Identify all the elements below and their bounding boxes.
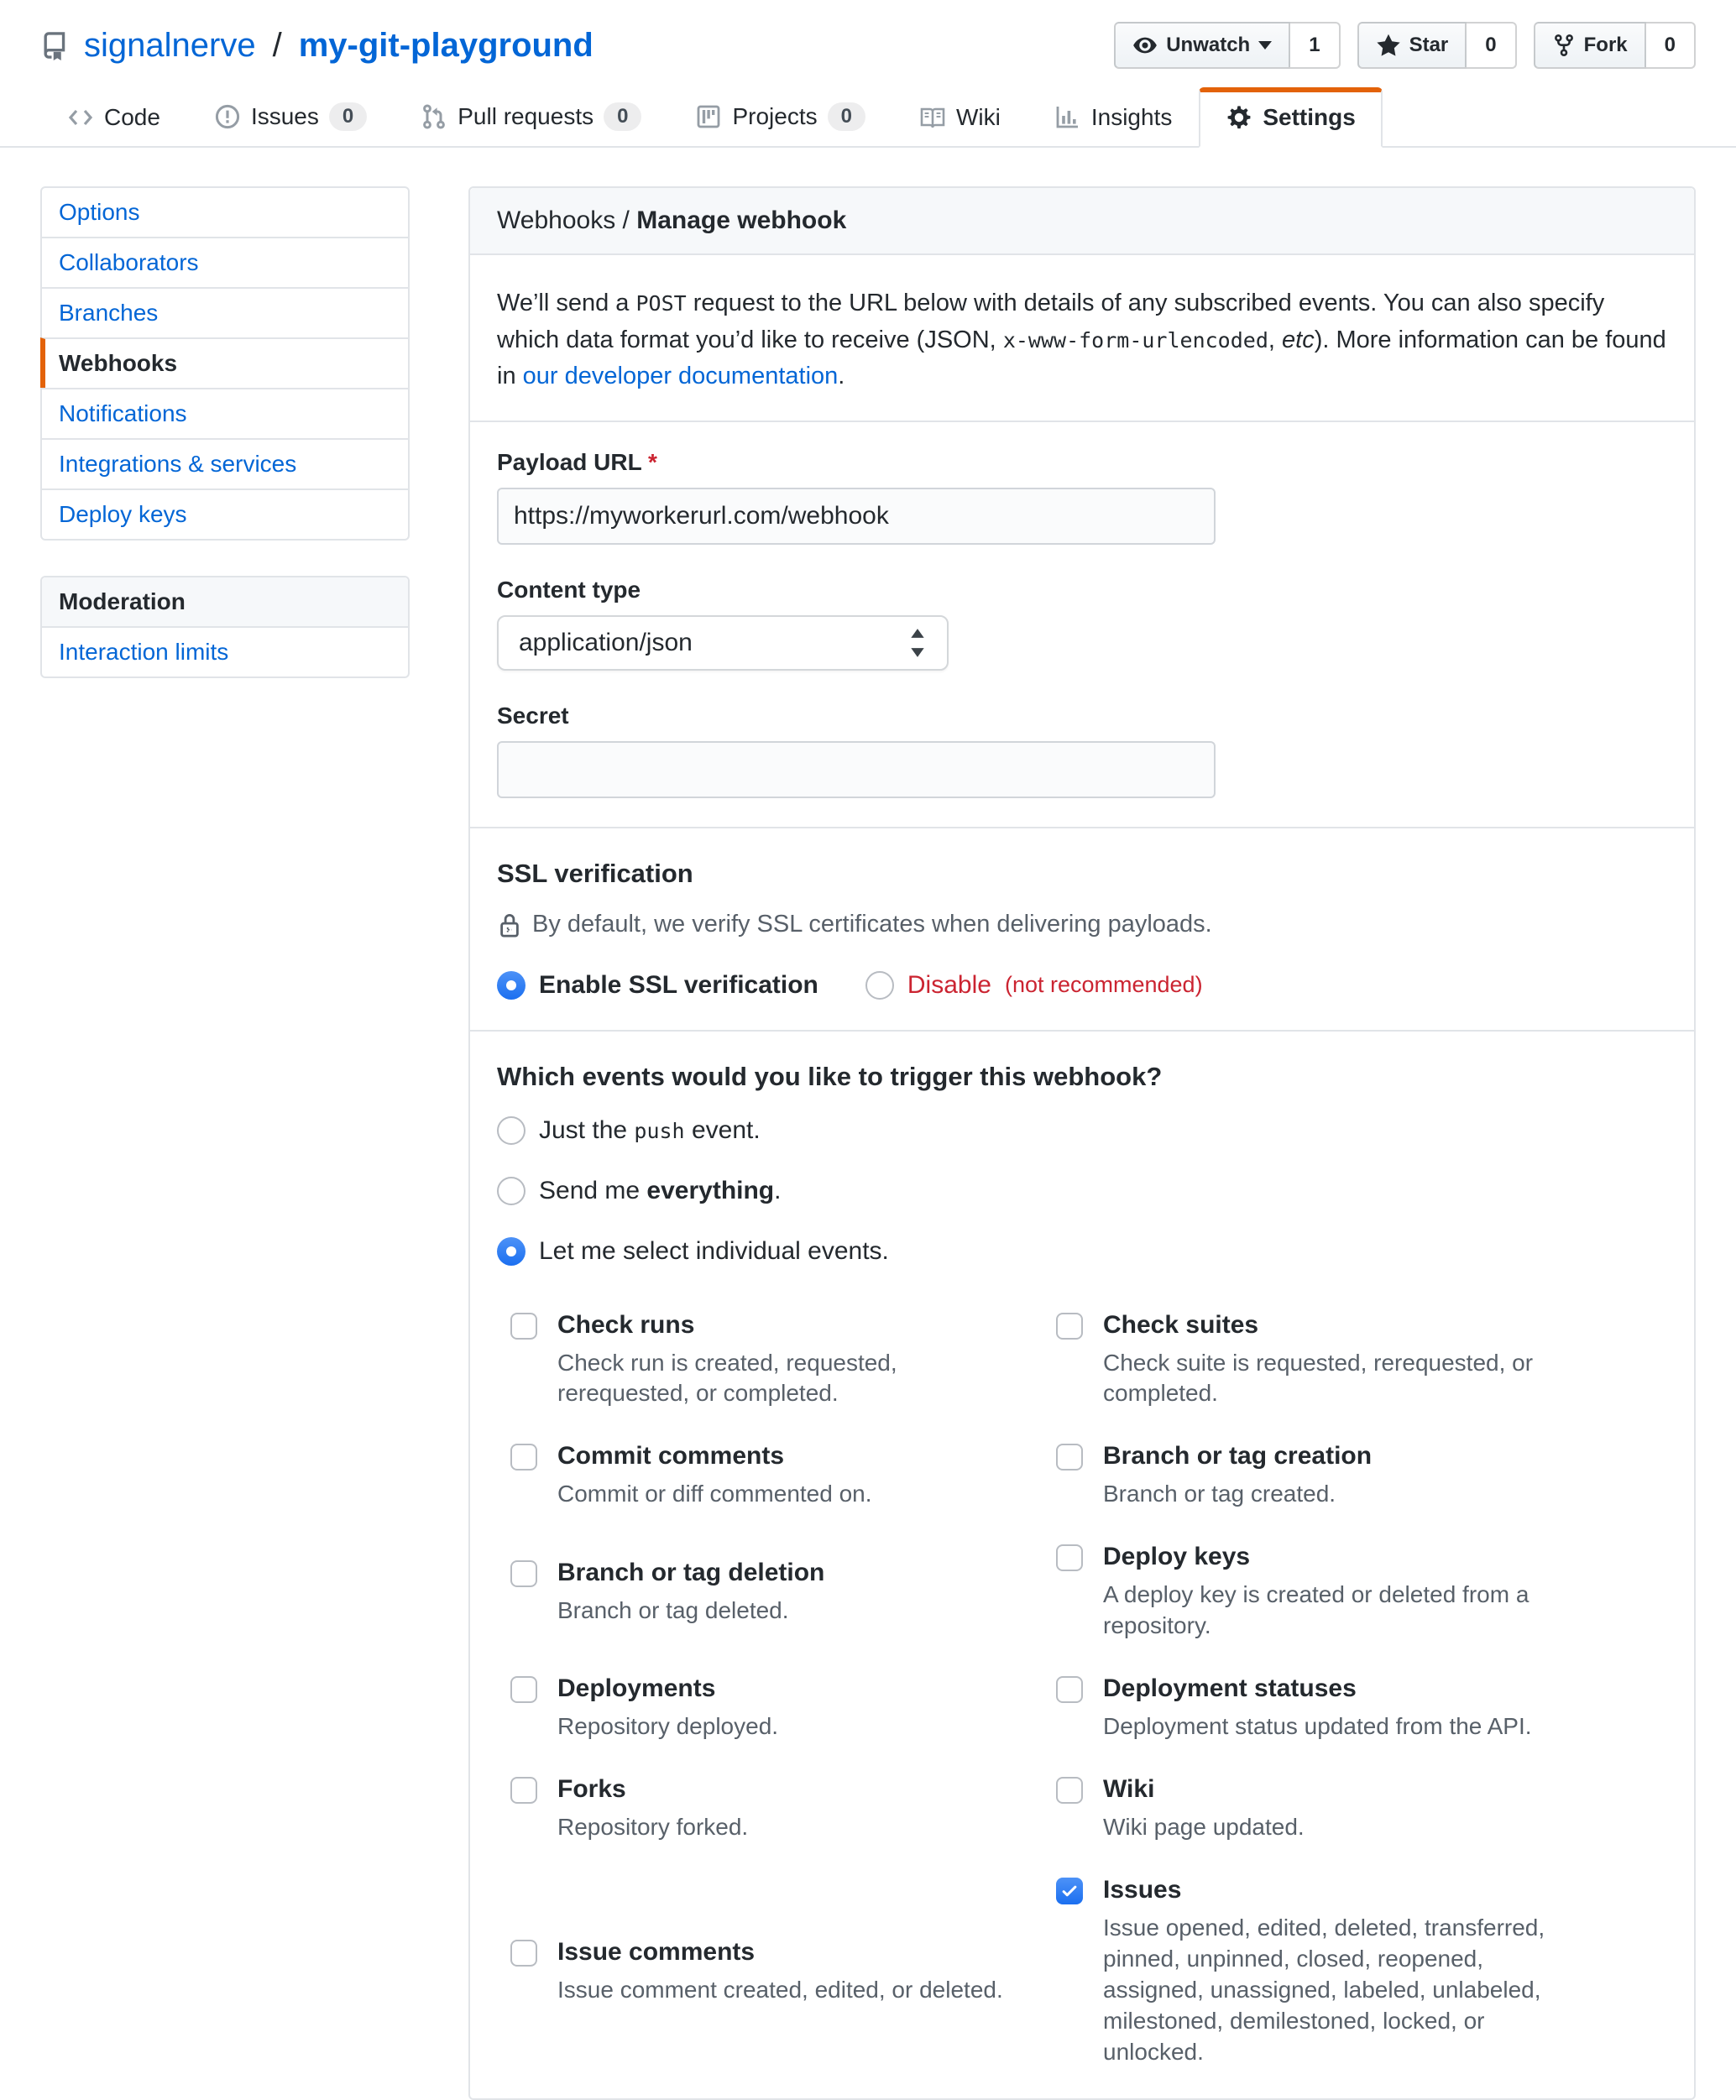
repo-icon: [40, 30, 71, 60]
check-runs-checkbox[interactable]: [510, 1313, 537, 1340]
page-title: Manage webhook: [636, 206, 847, 234]
moderation-heading: Moderation: [42, 577, 408, 626]
event-forks: Forks Repository forked.: [510, 1773, 1022, 1843]
payload-url-group: [497, 449, 1667, 545]
event-check-runs: Check runs Check run is created, requested, rerequested, or completed.: [510, 1309, 1022, 1410]
caret-down-icon: [1258, 41, 1272, 50]
star-icon: [1376, 33, 1401, 58]
project-icon: [695, 103, 722, 130]
content-type-group: [497, 577, 1667, 671]
sidebar-item-deploy-keys[interactable]: Deploy keys: [42, 488, 408, 539]
event-issues: Issues Issue opened, edited, deleted, transferred, pinned, unpinned, closed, reopened, assigned, unassigned, labeled, unlabeled, milestoned, demilestoned, locked, or unlocked.: [1056, 1873, 1667, 2068]
event-row: [510, 1873, 1667, 2068]
events-heading: Which events would you like to trigger this webhook?: [497, 1061, 1163, 1091]
sidebar-item-notifications[interactable]: Notifications: [42, 388, 408, 438]
fork-label: Fork: [1583, 34, 1628, 56]
watch-group: [1114, 22, 1340, 69]
select-individual-radio-dot[interactable]: [497, 1237, 526, 1266]
repo-separator: /: [272, 26, 282, 64]
just-push-radio[interactable]: Just the push event.: [497, 1114, 1667, 1147]
event-row: [510, 1540, 1667, 1642]
repo-actions: [1114, 22, 1696, 69]
fork-count[interactable]: 0: [1646, 22, 1696, 69]
star-label: Star: [1409, 34, 1449, 56]
repo-title: [40, 27, 593, 65]
webhook-box: [468, 186, 1696, 2100]
issues-count-badge: 0: [329, 102, 367, 131]
payload-url-label: Payload URL: [497, 448, 642, 475]
projects-count-badge: 0: [828, 102, 865, 131]
event-wiki: Wiki Wiki page updated.: [1056, 1773, 1667, 1843]
moderation-menu: [40, 576, 410, 678]
payload-url-input[interactable]: [497, 488, 1216, 545]
lock-icon: [497, 911, 522, 939]
ssl-note-text: By default, we verify SSL certificates when delivering payloads.: [532, 911, 1212, 938]
event-row: [510, 1439, 1667, 1510]
repo-header: [0, 0, 1736, 84]
watch-count[interactable]: 1: [1290, 22, 1340, 69]
event-commit-comments: Commit comments Commit or diff commented on.: [510, 1439, 1022, 1510]
tab-code[interactable]: Code: [40, 86, 187, 148]
tab-issues[interactable]: Issues 0: [187, 84, 394, 148]
disable-ssl-radio-dot[interactable]: [865, 971, 894, 1000]
developer-documentation-link[interactable]: our developer documentation: [522, 363, 839, 389]
just-push-radio-dot[interactable]: [497, 1116, 526, 1145]
events-section: [470, 1030, 1694, 2068]
check-suites-checkbox[interactable]: [1056, 1313, 1083, 1340]
wiki-book-icon: [919, 104, 946, 131]
send-everything-radio[interactable]: Send me everything.: [497, 1174, 1667, 1208]
tab-wiki[interactable]: Wiki: [892, 86, 1027, 148]
sidebar-item-webhooks[interactable]: Webhooks: [40, 337, 408, 388]
main-content: [468, 186, 1696, 2100]
tab-pull-requests[interactable]: Pull requests 0: [394, 84, 668, 148]
event-deployments: Deployments Repository deployed.: [510, 1672, 1022, 1742]
enable-ssl-radio[interactable]: Enable SSL verification: [497, 971, 818, 1000]
commit-comments-checkbox[interactable]: [510, 1444, 537, 1471]
sidebar-item-interaction-limits[interactable]: Interaction limits: [42, 626, 408, 676]
unwatch-label: Unwatch: [1166, 34, 1251, 56]
star-group: [1357, 22, 1517, 69]
sidebar-item-options[interactable]: Options: [59, 199, 140, 225]
event-row: [510, 1672, 1667, 1742]
event-deploy-keys: Deploy keys A deploy key is created or deleted from a repository.: [1056, 1540, 1667, 1642]
settings-menu: [40, 186, 410, 541]
repo-name-link[interactable]: my-git-playground: [298, 26, 593, 64]
secret-group: [497, 703, 1667, 798]
content-type-value: application/json: [519, 628, 693, 656]
tab-insights[interactable]: Insights: [1027, 86, 1200, 148]
graph-icon: [1054, 104, 1081, 131]
tab-projects[interactable]: Projects 0: [668, 84, 892, 148]
event-branch-tag-deletion: Branch or tag deletion Branch or tag deleted.: [510, 1556, 1022, 1627]
pr-count-badge: 0: [604, 102, 641, 131]
fork-icon: [1552, 34, 1576, 57]
event-row: [510, 1773, 1667, 1843]
event-issue-comments: Issue comments Issue comment created, edited, or deleted.: [510, 1935, 1022, 2006]
sidebar-item-collaborators[interactable]: Collaborators: [42, 237, 408, 287]
sidebar-item-integrations[interactable]: Integrations & services: [42, 438, 408, 488]
issues-checkbox[interactable]: [1056, 1878, 1083, 1904]
post-code: POST: [635, 291, 687, 316]
secret-input[interactable]: [497, 741, 1216, 798]
breadcrumb: Webhooks / Manage webhook: [470, 188, 1694, 255]
deployment-statuses-checkbox[interactable]: [1056, 1676, 1083, 1703]
ssl-section: [470, 827, 1694, 1030]
push-code: push: [634, 1118, 685, 1143]
branch-tag-deletion-checkbox[interactable]: [510, 1560, 537, 1587]
content-type-label: Content type: [497, 576, 641, 603]
select-arrows-icon: [908, 626, 927, 660]
event-checkbox-grid: [510, 1309, 1667, 2068]
send-everything-radio-dot[interactable]: [497, 1177, 526, 1205]
urlencoded-code: x-www-form-urlencoded: [1002, 327, 1268, 353]
wiki-checkbox[interactable]: [1056, 1777, 1083, 1804]
enable-ssl-radio-dot[interactable]: [497, 971, 526, 1000]
select-individual-radio[interactable]: Let me select individual events.: [497, 1235, 1667, 1268]
ssl-heading: SSL verification: [497, 858, 693, 888]
sidebar-item-branches[interactable]: Branches: [42, 287, 408, 337]
gear-icon: [1226, 104, 1252, 131]
intro-text: We’ll send a POST request to the URL below with details of any subscribed events. You can also specify which data format you’d like to receive (JSON, x-www-form-urlencoded, etc). More information can be found in our developer documentation.: [497, 290, 1666, 389]
repo-nav: [0, 84, 1736, 148]
issue-icon: [214, 103, 241, 130]
tab-settings[interactable]: Settings: [1199, 87, 1382, 148]
event-check-suites: Check suites Check suite is requested, rerequested, or completed.: [1056, 1309, 1667, 1410]
pull-request-icon: [421, 103, 447, 130]
breadcrumb-webhooks-link[interactable]: Webhooks: [497, 206, 616, 234]
webhook-form: [470, 421, 1694, 827]
fork-group: [1534, 22, 1696, 69]
forks-checkbox[interactable]: [510, 1777, 537, 1804]
eye-icon: [1132, 33, 1158, 58]
event-branch-tag-creation: Branch or tag creation Branch or tag created.: [1056, 1439, 1667, 1510]
content-type-select[interactable]: [497, 615, 949, 671]
deployments-checkbox[interactable]: [510, 1676, 537, 1703]
repo-owner-link[interactable]: signalnerve: [84, 26, 256, 64]
star-count[interactable]: 0: [1467, 22, 1516, 69]
unwatch-button[interactable]: [1114, 22, 1290, 69]
event-deployment-statuses: Deployment statuses Deployment status updated from the API.: [1056, 1672, 1667, 1742]
branch-tag-creation-checkbox[interactable]: [1056, 1444, 1083, 1471]
issue-comments-checkbox[interactable]: [510, 1940, 537, 1967]
code-icon: [67, 104, 94, 131]
event-row: [510, 1309, 1667, 1410]
star-button[interactable]: [1357, 22, 1467, 69]
required-asterisk: *: [647, 448, 657, 475]
settings-sidebar: [40, 186, 410, 678]
deploy-keys-checkbox[interactable]: [1056, 1544, 1083, 1571]
fork-button[interactable]: [1534, 22, 1646, 69]
secret-label: Secret: [497, 702, 569, 729]
disable-ssl-radio[interactable]: Disable (not recommended): [865, 971, 1203, 1000]
